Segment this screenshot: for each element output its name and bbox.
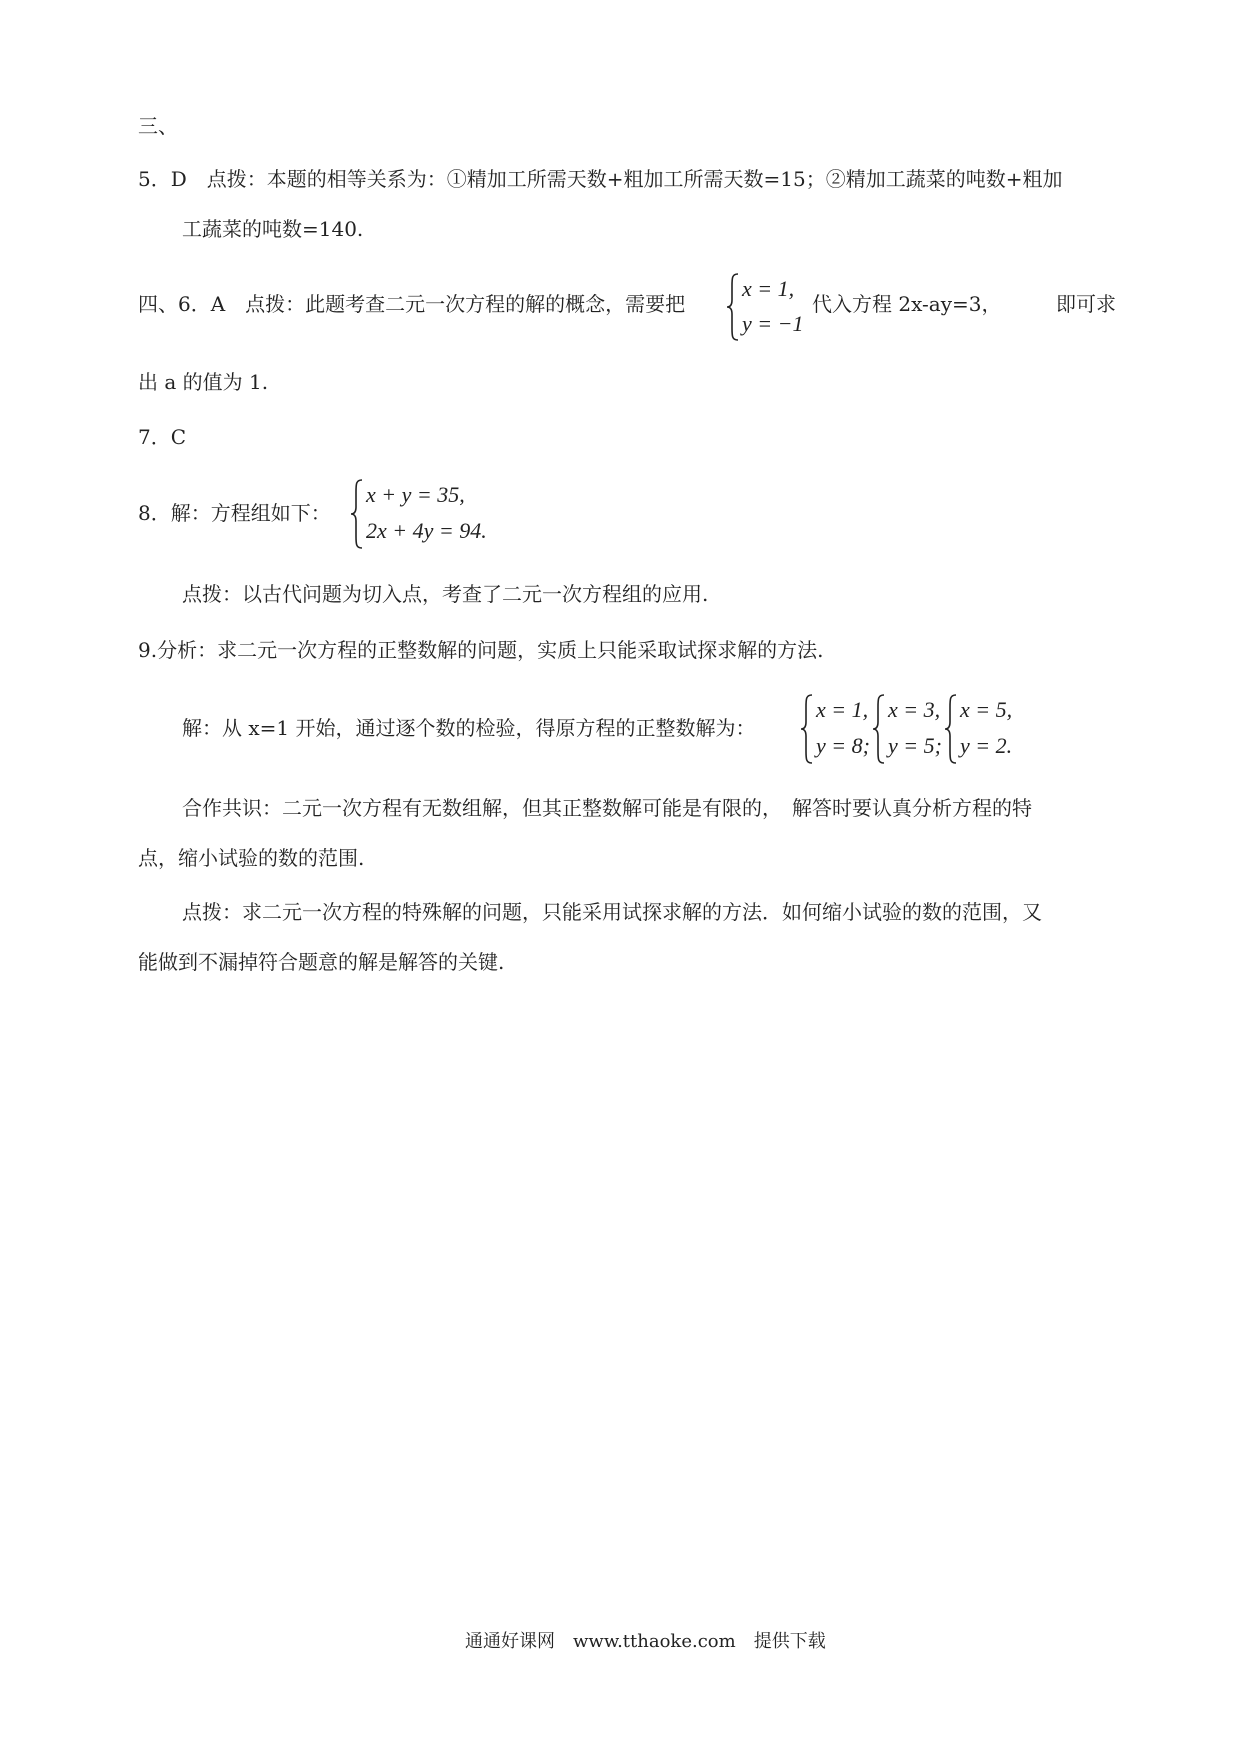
q5-line1: 5．D 点拨：本题的相等关系为：①精加工所需天数+粗加工所需天数=15；②精加工蔬菜的吨数+粗加 [138,167,1063,191]
q9-solution-1 [800,693,870,765]
footer-credit: 通通好课网 www.tthaoke.com 提供下载 [465,1631,826,1652]
q9-solution-prefix: 解：从 x=1 开始，通过逐个数的检验，得原方程的正整数解为： [182,716,756,740]
q9-consensus-line1: 合作共识：二元一次方程有无数组解，但其正整数解可能是有限的， 解答时要认真分析方程的特 [182,796,1032,820]
left-brace-icon [726,272,740,342]
q6-suffix: 即可求 [1056,292,1116,316]
q9-hint-line2: 能做到不漏掉符合题意的解是解答的关键. [138,950,505,974]
q9-sol3-eq2: y = 2. [960,733,1013,758]
left-brace-icon [872,693,886,765]
section-heading: 三、 [138,114,178,138]
q6-equation-system [726,272,806,342]
q6-prefix: 四、6．A 点拨：此题考查二元一次方程的解的概念，需要把 [138,292,686,316]
q6-middle: 代入方程 2x-ay=3， [812,292,1002,316]
q8-hint: 点拨：以古代问题为切入点，考查了二元一次方程组的应用. [182,582,709,606]
q9-sol2-eq2: y = 5; [888,733,942,758]
q9-consensus-line2: 点，缩小试验的数的范围. [138,846,365,870]
q9-sol3-eq1: x = 5, [960,697,1013,722]
q9-solution-2 [872,693,942,765]
q9-sol2-eq1: x = 3, [888,697,941,722]
q8-prefix: 8．解：方程组如下： [138,501,331,525]
left-brace-icon [944,693,958,765]
q8-sys-eq2: 2x + 4y = 94. [366,518,487,543]
q6-sys-eq1: x = 1, [742,276,795,301]
q9-hint-line1: 点拨：求二元一次方程的特殊解的问题，只能采用试探求解的方法．如何缩小试验的数的范围，又 [182,900,1042,924]
left-brace-icon [350,478,364,550]
q8-sys-eq1: x + y = 35, [366,482,465,507]
q5-line2: 工蔬菜的吨数=140. [182,217,364,241]
q9-analysis: 9.分析：求二元一次方程的正整数解的问题，实质上只能采取试探求解的方法. [138,638,824,662]
q8-equation-system [350,478,500,550]
q6-sys-eq2: y = −1 [742,311,804,336]
q9-sol1-eq1: x = 1, [816,697,869,722]
q9-sol1-eq2: y = 8; [816,733,870,758]
q9-solution-3 [944,693,1024,765]
left-brace-icon [800,693,814,765]
q6-line2: 出 a 的值为 1. [138,370,269,394]
q7-answer: 7．C [138,425,187,449]
